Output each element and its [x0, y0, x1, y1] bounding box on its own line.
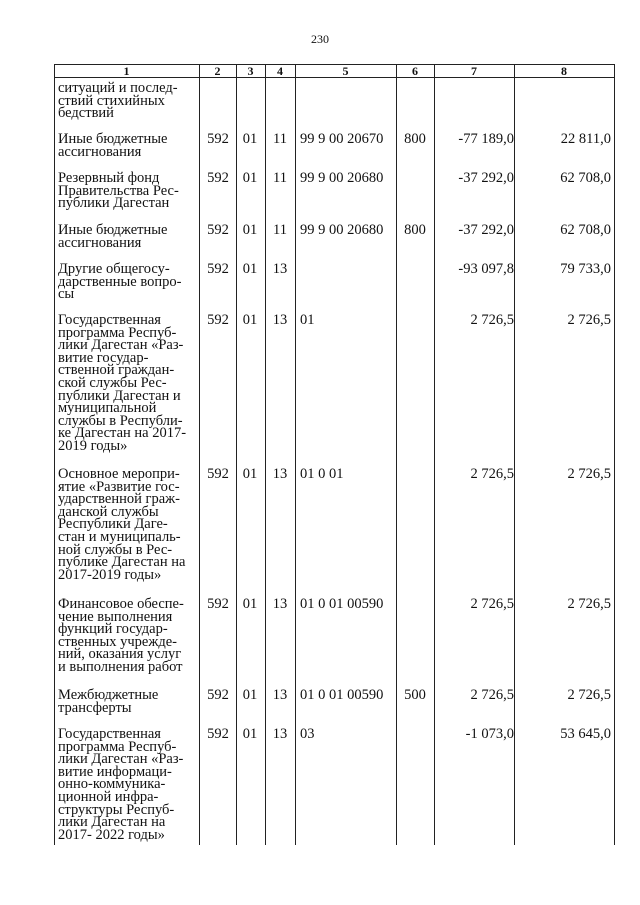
cell-change-amount: -1 073,0: [465, 726, 514, 742]
cell-subsection: 11: [273, 222, 287, 238]
cell-ministry: 592: [207, 687, 229, 703]
col-border: [514, 64, 515, 845]
column-header: 1: [123, 64, 130, 78]
cell-target-article: 99 9 00 20680: [300, 222, 384, 238]
cell-change-amount: 2 726,5: [470, 687, 514, 703]
cell-section: 01: [242, 596, 258, 612]
cell-total-amount: 2 726,5: [567, 312, 611, 328]
cell-ministry: 592: [207, 131, 229, 147]
row-name: ситуаций и послед- ствий стихийных бедствий: [58, 80, 178, 122]
row-name: Государственная программа Респуб- лики Дагестан «Раз- витие информаци- онно-коммуника- ционной инфра- структуры Респуб- лики Дагестан на 2017- 2022 годы»: [58, 726, 184, 843]
row-name: Иные бюджетные ассигнования: [58, 222, 168, 251]
column-header: 7: [471, 64, 477, 78]
cell-expense-type: 800: [404, 131, 426, 147]
cell-ministry: 592: [207, 312, 229, 328]
cell-target-article: 01 0 01: [300, 466, 344, 482]
row-name: Государственная программа Респуб- лики Дагестан «Раз- витие государ- ственной граждан- ской службы Рес- публики Дагестан и муниципальной службы в Республи- ке Дагестан на 2017- 2019 годы»: [58, 312, 187, 454]
row-name: Основное меропри- ятие «Развитие гос- ударственной граж- данской службы Республики Даге- стан и муниципаль- ной службы в Рес- публике Дагестан на 2017-2019 годы»: [58, 466, 186, 583]
cell-ministry: 592: [207, 261, 229, 277]
cell-target-article: 01: [300, 312, 315, 328]
cell-section: 01: [242, 170, 258, 186]
column-header: 5: [342, 64, 349, 78]
row-name: Финансовое обеспе- чение выполнения функций государ- ственных учрежде- ний, оказания услуг и выполнения работ: [58, 596, 184, 675]
cell-ministry: 592: [207, 726, 229, 742]
cell-total-amount: 22 811,0: [560, 131, 611, 147]
cell-subsection: 13: [272, 687, 288, 703]
cell-subsection: 11: [273, 170, 287, 186]
cell-section: 01: [242, 466, 258, 482]
cell-change-amount: -93 097,8: [458, 261, 514, 277]
cell-subsection: 11: [273, 131, 287, 147]
cell-expense-type: 800: [404, 222, 426, 238]
cell-subsection: 13: [272, 596, 288, 612]
row-name: Иные бюджетные ассигнования: [58, 131, 168, 160]
col-border: [54, 64, 55, 845]
cell-ministry: 592: [207, 170, 229, 186]
cell-expense-type: 500: [404, 687, 426, 703]
cell-change-amount: 2 726,5: [470, 466, 514, 482]
cell-section: 01: [242, 687, 258, 703]
cell-total-amount: 79 733,0: [560, 261, 611, 277]
cell-section: 01: [242, 312, 258, 328]
cell-ministry: 592: [207, 222, 229, 238]
cell-target-article: 99 9 00 20680: [300, 170, 384, 186]
column-header: 8: [561, 64, 567, 78]
cell-section: 01: [242, 222, 258, 238]
cell-subsection: 13: [272, 261, 288, 277]
cell-section: 01: [242, 726, 258, 742]
cell-total-amount: 2 726,5: [567, 687, 611, 703]
cell-subsection: 13: [272, 726, 288, 742]
cell-total-amount: 62 708,0: [560, 170, 611, 186]
header-bottom-border: [54, 77, 615, 78]
cell-change-amount: -37 292,0: [458, 170, 514, 186]
cell-ministry: 592: [207, 466, 229, 482]
cell-subsection: 13: [272, 312, 288, 328]
cell-change-amount: 2 726,5: [470, 596, 514, 612]
column-header: 6: [412, 64, 418, 78]
row-name: Межбюджетные трансферты: [58, 687, 159, 716]
cell-total-amount: 53 645,0: [560, 726, 611, 742]
cell-ministry: 592: [207, 596, 229, 612]
col-border: [434, 64, 435, 845]
cell-change-amount: 2 726,5: [470, 312, 514, 328]
budget-table: [54, 64, 615, 845]
cell-target-article: 01 0 01 00590: [300, 596, 384, 612]
page-number: 230: [311, 32, 329, 46]
cell-section: 01: [242, 261, 258, 277]
cell-change-amount: -77 189,0: [458, 131, 514, 147]
cell-subsection: 13: [272, 466, 288, 482]
column-header: 3: [247, 64, 254, 78]
cell-total-amount: 2 726,5: [567, 596, 611, 612]
cell-total-amount: 2 726,5: [567, 466, 611, 482]
column-header: 4: [277, 64, 283, 78]
cell-target-article: 01 0 01 00590: [300, 687, 384, 703]
cell-change-amount: -37 292,0: [458, 222, 514, 238]
col-border: [295, 64, 296, 845]
cell-target-article: 03: [300, 726, 315, 742]
row-name: Другие общегосу- дарственные вопро- сы: [58, 261, 182, 303]
cell-section: 01: [242, 131, 258, 147]
col-border: [614, 64, 615, 845]
column-header: 2: [214, 64, 221, 78]
cell-target-article: 99 9 00 20670: [300, 131, 384, 147]
cell-total-amount: 62 708,0: [560, 222, 611, 238]
row-name: Резервный фонд Правительства Рес- публики Дагестан: [58, 170, 179, 212]
